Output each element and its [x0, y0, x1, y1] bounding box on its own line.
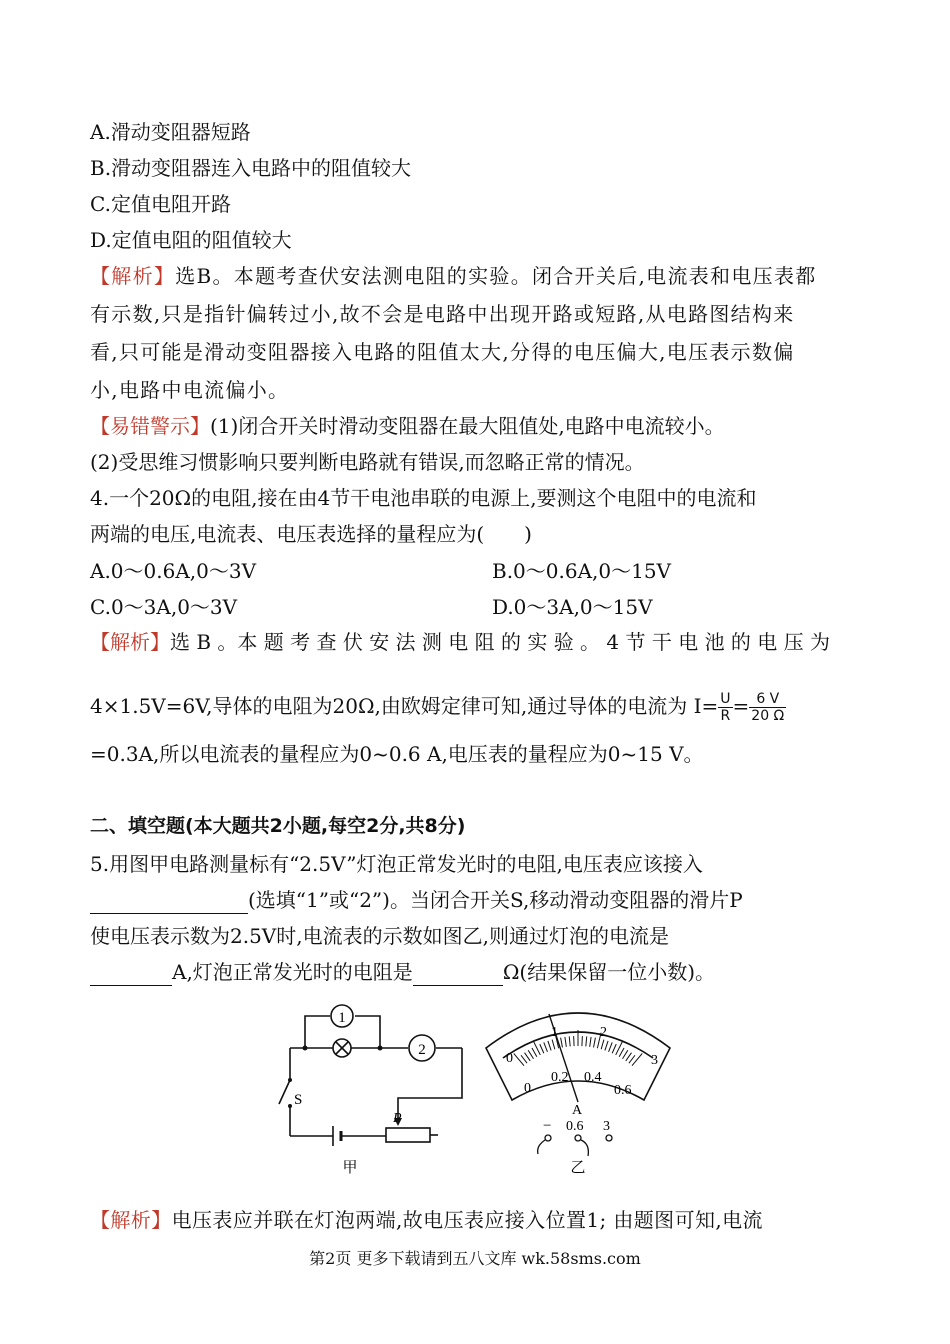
- analysis-tag: 【解析】: [90, 1208, 172, 1232]
- analysis-tag: 【解析】: [90, 264, 176, 288]
- q3-analysis-line3: 看,只可能是滑动变阻器接入电路的阻值太大,分得的电压偏大,电压表示数偏: [90, 340, 795, 364]
- unit-label: A: [572, 1103, 583, 1118]
- q5-line4: A,灯泡正常发光时的电阻是 Ω(结果保留一位小数)。: [90, 958, 715, 986]
- fraction-6v-over-20ohm: $\frac{6 V}{20 \Omega}$: [751, 691, 785, 724]
- warning-tag: 【易错警示】: [90, 414, 210, 438]
- q3-analysis-line2: 有示数,只是指针偏转过小,故不会是电路中出现开路或短路,从电路图结构来: [90, 302, 795, 326]
- q3-warning-line1: 【易错警示】(1)闭合开关时滑动变阻器在最大阻值处,电路中电流较小。: [90, 414, 725, 438]
- q5-line1: 5.用图甲电路测量标有“2.5V”灯泡正常发光时的电阻,电压表应该接入: [90, 852, 703, 876]
- scale-bottom-3: 0.6: [614, 1083, 632, 1098]
- terminal-minus: −: [543, 1118, 552, 1134]
- answer-blank-3[interactable]: [413, 963, 503, 986]
- ammeter-dial: [486, 1013, 670, 1100]
- circuit-diagram: [279, 1005, 462, 1142]
- scale-top-1: 1: [551, 1025, 558, 1040]
- q4-option-c: C.0～3A,0～3V: [90, 595, 238, 619]
- answer-blank-2[interactable]: [90, 963, 172, 986]
- terminal-3: 3: [603, 1119, 610, 1134]
- q4-analysis-line1: 【解析】选 B 。本 题 考 查 伏 安 法 测 电 阻 的 实 验 。 4 节 干 电 池 的 电 压 为: [90, 630, 830, 654]
- q5-line2: (选填“1”或“2”)。当闭合开关S,移动滑动变阻器的滑片P: [90, 886, 743, 914]
- analysis-tag: 【解析】: [90, 630, 170, 654]
- q4-option-d: D.0～3A,0～15V: [492, 595, 653, 619]
- q4-option-a: A.0～0.6A,0～3V: [90, 559, 257, 583]
- scale-bottom-0: 0: [524, 1081, 531, 1096]
- q3-warning-line2: (2)受思维习惯影响只要判断电路就有错误,而忽略正常的情况。: [90, 450, 645, 474]
- circuit-and-ammeter-figure: [0, 1000, 950, 1190]
- scale-top-3: 3: [651, 1053, 658, 1068]
- q3-analysis-line1: 【解析】选B。本题考查伏安法测电阻的实验。闭合开关后,电流表和电压表都: [90, 264, 817, 288]
- q3-option-b: B.滑动变阻器连入电路中的阻值较大: [90, 156, 412, 180]
- meter-caption: 乙: [570, 1160, 586, 1176]
- q5-line3: 使电压表示数为2.5V时,电流表的示数如图乙,则通过灯泡的电流是: [90, 924, 669, 948]
- scale-bottom-1: 0.2: [551, 1070, 569, 1085]
- terminal-06: 0.6: [566, 1119, 584, 1134]
- node-2-label: 2: [418, 1042, 426, 1058]
- switch-label: S: [294, 1092, 303, 1108]
- q4-option-b: B.0～0.6A,0～15V: [492, 559, 672, 583]
- node-1-label: 1: [338, 1010, 346, 1026]
- q3-analysis-line4: 小,电路中电流偏小。: [90, 378, 290, 402]
- section-title: 二、填空题(本大题共2小题,每空2分,共8分): [90, 815, 466, 837]
- circuit-caption: 甲: [342, 1160, 358, 1176]
- slider-label: P: [393, 1111, 402, 1126]
- scale-top-0: 0: [506, 1051, 513, 1066]
- fraction-u-over-r: $\frac{U}{R}$: [720, 691, 731, 724]
- q3-option-a: A.滑动变阻器短路: [90, 120, 251, 144]
- q4-stem-line1: 4.一个20Ω的电阻,接在由4节干电池串联的电源上,要测这个电阻中的电流和: [90, 486, 757, 510]
- q5-analysis-line1: 【解析】电压表应并联在灯泡两端,故电压表应接入位置1; 由题图可知,电流: [90, 1208, 763, 1232]
- q4-analysis-line2: 4×1.5V=6V,导体的电阻为20Ω,由欧姆定律可知,通过导体的电流为 I= $\frac{U}{R}$ = $\frac{6 V}{20 \Omega}$: [90, 691, 785, 724]
- scale-bottom-2: 0.4: [584, 1070, 602, 1085]
- scale-top-2: 2: [600, 1025, 607, 1040]
- page-footer: 第2页 更多下载请到五八文库 wk.58sms.com: [309, 1249, 641, 1268]
- terminal-wires: [538, 1135, 612, 1156]
- q4-stem-line2: 两端的电压,电流表、电压表选择的量程应为( ): [90, 522, 532, 546]
- answer-blank-1[interactable]: [90, 891, 248, 914]
- q3-option-c: C.定值电阻开路: [90, 192, 231, 216]
- q4-analysis-line3: =0.3A,所以电流表的量程应为0~0.6 A,电压表的量程应为0~15 V。: [90, 742, 704, 766]
- q3-option-d: D.定值电阻的阻值较大: [90, 228, 292, 252]
